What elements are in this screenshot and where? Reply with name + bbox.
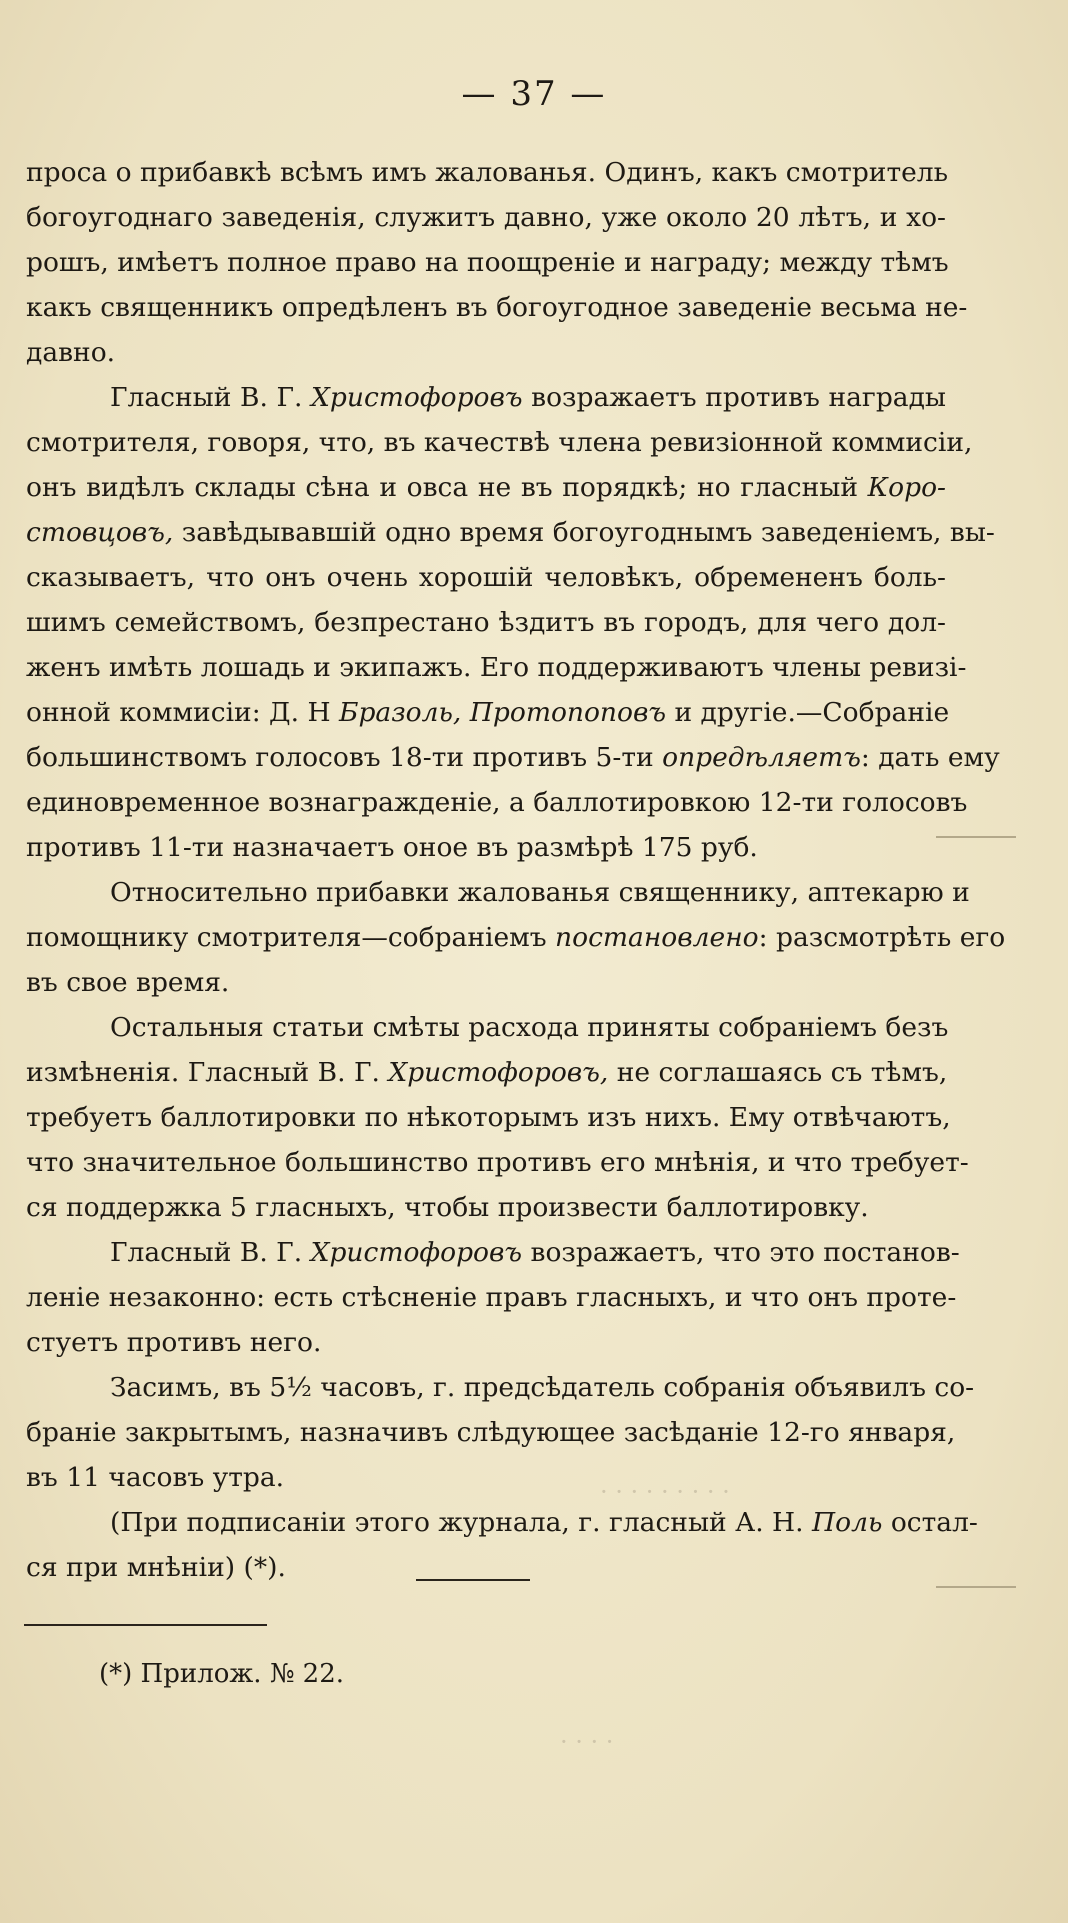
text-line: [26, 690, 950, 735]
text-segment: браніе закрытымъ, назначивъ слѣдующее засѣданіе 12-го января,: [26, 1417, 956, 1448]
text-segment: какъ священникъ опредѣленъ въ богоугодное заведеніе весьма не-: [26, 292, 968, 323]
page-number: — 37 —: [461, 74, 607, 114]
text-line: [26, 735, 1000, 780]
text-line: [26, 1005, 949, 1050]
text-segment: противъ 11-ти назначаетъ оное въ размѣрѣ 175 руб.: [26, 832, 758, 863]
text-segment: давно.: [26, 337, 116, 368]
text-segment: онной коммисіи: Д. Н: [26, 697, 339, 728]
text-segment: требуетъ баллотировки по нѣкоторымъ изъ нихъ. Ему отвѣчаютъ,: [26, 1102, 951, 1133]
section-divider: [416, 1579, 530, 1581]
text-segment: ся при мнѣніи) (*).: [26, 1552, 286, 1583]
text-line: [26, 240, 949, 285]
text-segment: единовременное вознагражденіе, а баллотировкою 12-ти голосовъ: [26, 787, 968, 818]
text-line: [26, 420, 973, 465]
text-line: [26, 1095, 951, 1140]
italic-name: опредѣляетъ: [662, 742, 861, 773]
italic-name: Протопоповъ: [469, 697, 667, 728]
text-segment: сказываетъ, что онъ очень хорошій человѣкъ, обремененъ боль-: [26, 562, 946, 593]
text-segment: и другіе.—Собраніе: [666, 697, 950, 728]
text-segment: рошъ, имѣетъ полное право на поощреніе и награду; между тѣмъ: [26, 247, 949, 278]
italic-name: постановлено: [555, 922, 759, 953]
bleed-through-text: · · · ·: [560, 1728, 614, 1756]
text-segment: стуетъ противъ него.: [26, 1327, 322, 1358]
text-segment: завѣдывавшій одно время богоугоднымъ заведеніемъ, вы-: [173, 517, 995, 548]
text-line: [26, 1230, 960, 1275]
text-line: [26, 195, 946, 240]
text-segment: [461, 697, 469, 728]
text-segment: въ 11 часовъ утра.: [26, 1462, 285, 1493]
italic-name: Христофоровъ: [311, 382, 523, 413]
italic-name: Коро-: [867, 472, 946, 503]
text-segment: леніе незаконно: есть стѣсненіе правъ гласныхъ, и что онъ проте-: [26, 1282, 957, 1313]
text-line: [26, 600, 946, 645]
text-line: [26, 510, 995, 555]
text-line: [26, 1275, 957, 1320]
text-line: [26, 645, 967, 690]
text-line: [26, 1410, 956, 1455]
text-line: [26, 1185, 946, 1230]
text-line: [26, 960, 946, 1005]
text-segment: помощнику смотрителя—собраніемъ: [26, 922, 556, 953]
italic-name: Христофоровъ,: [388, 1057, 609, 1088]
text-segment: проса о прибавкѣ всѣмъ имъ жалованья. Одинъ, какъ смотритель: [26, 157, 949, 188]
text-line: [26, 780, 968, 825]
text-line: [26, 1050, 946, 1095]
text-line: [26, 1500, 978, 1545]
text-segment: смотрителя, говоря, что, въ качествѣ члена ревизіонной коммисіи,: [26, 427, 973, 458]
text-segment: онъ видѣлъ склады сѣна и овса не въ порядкѣ; но гласный: [26, 472, 868, 503]
text-line: [26, 465, 946, 510]
text-line: [26, 1320, 946, 1365]
text-segment: : дать ему: [860, 742, 1000, 773]
italic-name: стовцовъ,: [26, 517, 174, 548]
text-line: [26, 1140, 969, 1185]
italic-name: Христофоровъ: [310, 1237, 523, 1268]
bleed-through-text: · · · · · · · · ·: [600, 1478, 730, 1506]
footnote-rule: [24, 1624, 267, 1626]
text-segment: Засимъ, въ 5½ часовъ, г. предсѣдатель собранія объявилъ со-: [110, 1372, 975, 1403]
text-segment: Остальныя статьи смѣты расхода приняты собраніемъ безъ: [110, 1012, 949, 1043]
text-line: [26, 285, 968, 330]
italic-name: Поль: [812, 1507, 883, 1538]
text-segment: остал-: [882, 1507, 978, 1538]
text-segment: : разсмотрѣть его: [758, 922, 1006, 953]
text-line: [26, 375, 946, 420]
text-line: [26, 1545, 946, 1590]
text-line: [26, 330, 946, 375]
text-segment: Относительно прибавки жалованья священнику, аптекарю и: [110, 877, 970, 908]
text-segment: въ свое время.: [26, 967, 230, 998]
text-segment: женъ имѣть лошадь и экипажъ. Его поддерживаютъ члены ревизі-: [26, 652, 967, 683]
italic-name: Бразоль,: [338, 697, 462, 728]
footnote: (*) Прилож. № 22.: [99, 1659, 345, 1689]
text-line: [26, 1455, 946, 1500]
text-segment: богоугоднаго заведенія, служитъ давно, уже около 20 лѣтъ, и хо-: [26, 202, 946, 233]
text-line: [26, 555, 946, 600]
text-segment: что значительное большинство противъ его мнѣнія, и что требует-: [26, 1147, 969, 1178]
body-text: [26, 150, 1006, 1590]
text-segment: (При подписаніи этого журнала, г. гласный А. Н.: [110, 1507, 813, 1538]
text-segment: возражаетъ, что это постанов-: [522, 1237, 960, 1268]
text-segment: измѣненія. Гласный В. Г.: [26, 1057, 389, 1088]
margin-mark: [936, 1586, 1016, 1588]
text-segment: Гласный В. Г.: [110, 1237, 311, 1268]
text-line: [26, 870, 970, 915]
text-line: [26, 150, 949, 195]
text-segment: не соглашаясь съ тѣмъ,: [608, 1057, 948, 1088]
text-line: [26, 825, 946, 870]
text-segment: большинствомъ голосовъ 18-ти противъ 5-ти: [26, 742, 663, 773]
margin-mark: [936, 836, 1016, 838]
text-line: [26, 915, 1006, 960]
text-segment: шимъ семействомъ, безпрестано ѣздитъ въ городъ, для чего дол-: [26, 607, 946, 638]
text-segment: возражаетъ противъ награды: [522, 382, 946, 413]
text-line: [26, 1365, 975, 1410]
text-segment: ся поддержка 5 гласныхъ, чтобы произвести баллотировку.: [26, 1192, 869, 1223]
text-segment: Гласный В. Г.: [110, 382, 312, 413]
